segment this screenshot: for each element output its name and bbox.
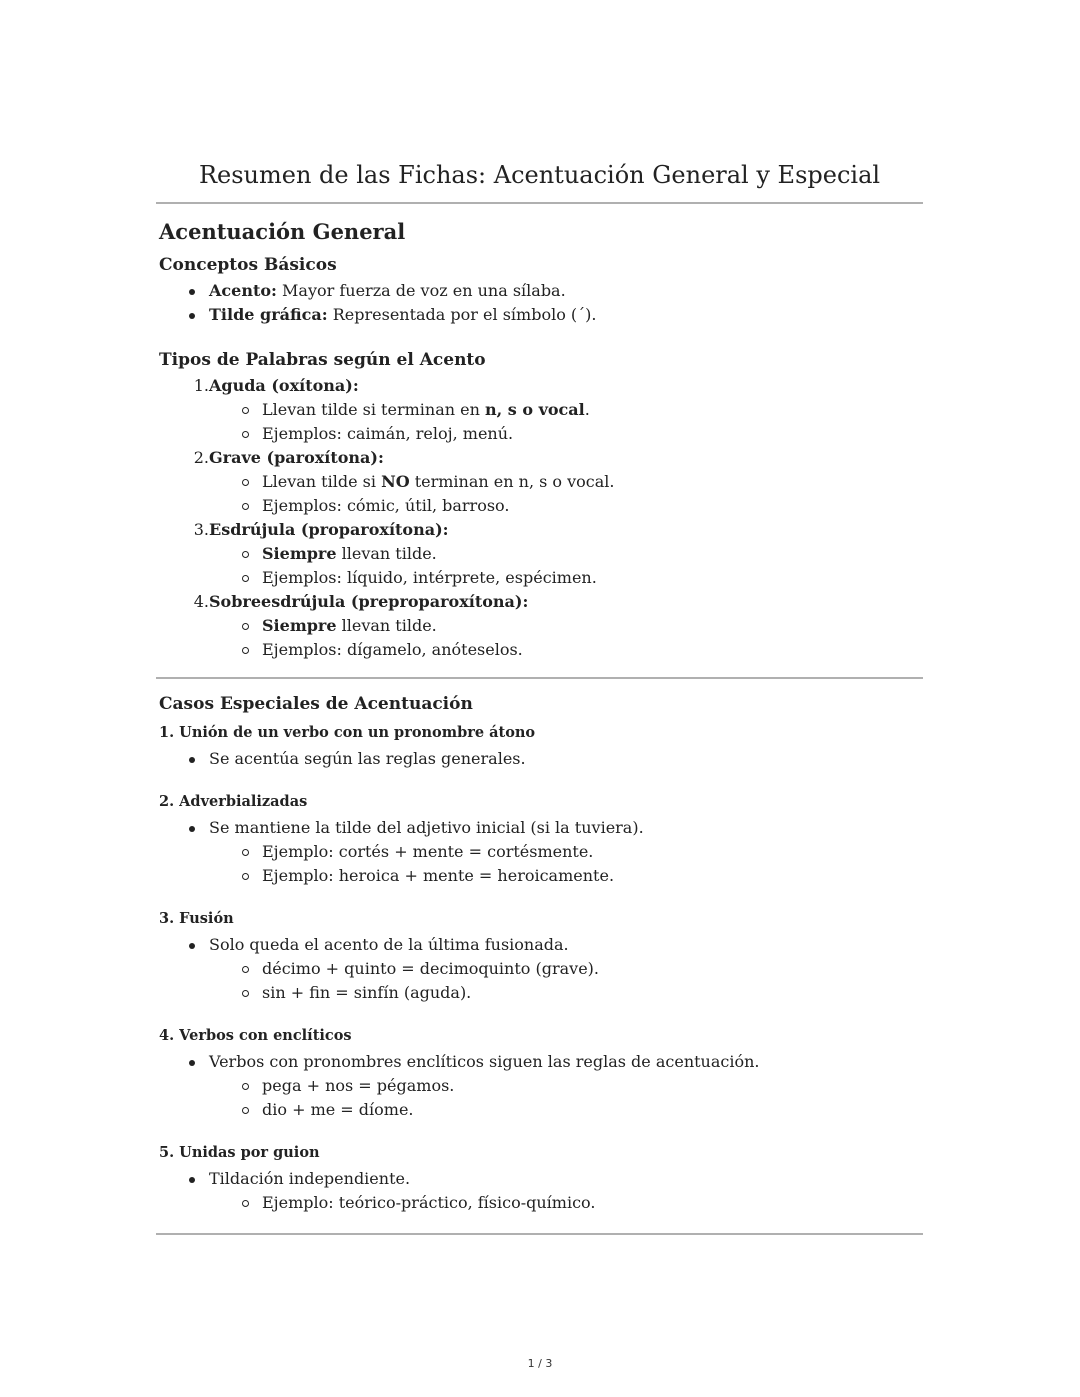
bold-text: n, s o vocal [484,400,585,419]
sub-list-item [156,840,923,864]
list-item [156,303,923,327]
word-types-list [156,374,923,662]
special-cases [156,722,923,1215]
word-type-label: Grave (paroxítona): [209,448,384,467]
text: Llevan tilde si [262,472,382,491]
bold-text: Acento: [209,281,277,300]
bullet-icon [189,826,195,832]
text: Ejemplos: líquido, intérprete, espécimen. [262,568,597,587]
circle-bullet-icon [242,431,249,438]
case-heading: 5. Unidas por guion [159,1144,320,1161]
bullet-icon [189,943,195,949]
subheading-basics: Conceptos Básicos [159,255,337,275]
case-list [156,1050,923,1122]
text: Se mantiene la tilde del adjetivo inicial (si la tuviera). [209,818,644,837]
case-heading: 1. Unión de un verbo con un pronombre átono [159,724,536,741]
list-item [156,933,923,957]
text: Tildación independiente. [209,1169,411,1188]
text: terminan en n, s o vocal. [409,472,615,491]
circle-bullet-icon [242,551,249,558]
circle-bullet-icon [242,1200,249,1207]
case-list [156,747,923,771]
bullet-icon [189,313,195,319]
circle-bullet-icon [242,647,249,654]
sub-list-item [156,1098,923,1122]
circle-bullet-icon [242,479,249,486]
text: sin + fin = sinfín (aguda). [262,983,472,1002]
text: pega + nos = pégamos. [262,1076,455,1095]
case-heading: 2. Adverbializadas [159,793,308,810]
bullet-icon [189,289,195,295]
circle-bullet-icon [242,503,249,510]
divider [156,677,923,679]
circle-bullet-icon [242,1107,249,1114]
sub-list-item [156,422,923,446]
list-number: 2. [193,448,209,467]
list-number: 1. [193,376,209,395]
circle-bullet-icon [242,873,249,880]
bold-text: Siempre [262,616,337,635]
list-item [156,1167,923,1191]
list-item [156,446,923,470]
circle-bullet-icon [242,849,249,856]
circle-bullet-icon [242,990,249,997]
text: llevan tilde. [336,544,437,563]
sub-list-item [156,614,923,638]
list-number: 3. [193,520,209,539]
circle-bullet-icon [242,966,249,973]
case-list [156,816,923,888]
case-heading: 4. Verbos con enclíticos [159,1027,352,1044]
bullet-icon [189,757,195,763]
list-item [156,590,923,614]
case-list [156,1167,923,1215]
subheading-types: Tipos de Palabras según el Acento [159,350,486,370]
basics-list [156,279,923,327]
bold-text: Tilde gráfica: [209,305,328,324]
sub-list-item [156,638,923,662]
text: Mayor fuerza de voz en una sílaba. [276,281,566,300]
sub-list-item [156,494,923,518]
word-type-label: Aguda (oxítona): [209,376,359,395]
section-heading-general: Acentuación General [159,219,406,244]
circle-bullet-icon [242,623,249,630]
text: Ejemplos: caimán, reloj, menú. [262,424,514,443]
circle-bullet-icon [242,575,249,582]
case-list [156,933,923,1005]
text: Ejemplo: teórico-práctico, físico-químico. [262,1193,596,1212]
text: Llevan tilde si terminan en [262,400,485,419]
list-item [156,374,923,398]
list-item [156,279,923,303]
list-item [156,816,923,840]
text: Representada por el símbolo (´). [327,305,597,324]
text: Ejemplos: dígamelo, anóteselos. [262,640,523,659]
sub-list-item [156,398,923,422]
list-item [156,518,923,542]
sub-list-item [156,981,923,1005]
sub-list-item [156,542,923,566]
list-item [156,1050,923,1074]
sub-list-item [156,957,923,981]
bullet-icon [189,1177,195,1183]
text: Ejemplos: cómic, útil, barroso. [262,496,510,515]
text: dio + me = díome. [262,1100,414,1119]
text: llevan tilde. [336,616,437,635]
text: . [584,400,590,419]
sub-list-item [156,566,923,590]
circle-bullet-icon [242,407,249,414]
list-item [156,747,923,771]
bold-text: Siempre [262,544,337,563]
bold-text: NO [381,472,410,491]
case-heading: 3. Fusión [159,910,234,927]
text: Ejemplo: heroica + mente = heroicamente. [262,866,615,885]
document-page [156,159,923,1235]
text: Se acentúa según las reglas generales. [209,749,526,768]
sub-list-item [156,470,923,494]
circle-bullet-icon [242,1083,249,1090]
text: Ejemplo: cortés + mente = cortésmente. [262,842,594,861]
text: décimo + quinto = decimoquinto (grave). [262,959,599,978]
sub-list-item [156,1191,923,1215]
word-type-label: Esdrújula (proparoxítona): [209,520,449,539]
list-number: 4. [193,592,209,611]
bullet-icon [189,1060,195,1066]
page-number: 1 / 3 [527,1357,553,1370]
text: Verbos con pronombres enclíticos siguen las reglas de acentuación. [209,1052,760,1071]
section-heading-special: Casos Especiales de Acentuación [159,694,473,714]
sub-list-item [156,864,923,888]
page-title: Resumen de las Fichas: Acentuación General y Especial [156,159,923,204]
text: Solo queda el acento de la última fusionada. [209,935,569,954]
divider [156,1233,923,1235]
sub-list-item [156,1074,923,1098]
word-type-label: Sobreesdrújula (preproparoxítona): [209,592,529,611]
